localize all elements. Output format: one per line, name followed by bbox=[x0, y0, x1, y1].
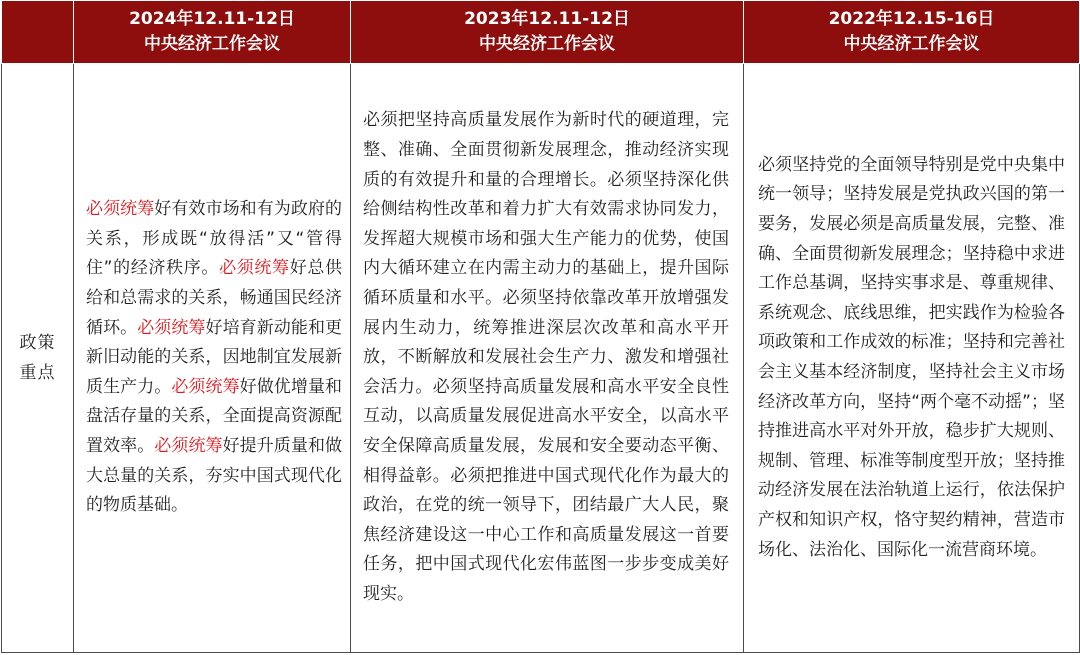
cell-2024-text bbox=[86, 195, 342, 521]
header-2022 bbox=[744, 1, 1080, 64]
highlight-phrase: 必须统筹 bbox=[171, 376, 240, 397]
body-text-segment: 好提升质量和做大总量的关系，夯实中国式现代化的物质基础。 bbox=[86, 435, 343, 516]
body-text-segment: 好培育新动能和更新旧动能的关系，因地制宜发展新质生产力。 bbox=[86, 317, 343, 397]
header-2024-title: 中央经济工作会议 bbox=[144, 34, 280, 54]
cell-2022-policy bbox=[744, 64, 1080, 653]
row-label-line1: 政策 bbox=[19, 333, 56, 353]
cell-2023-text: 必须把坚持高质量发展作为新时代的硬道理，完整、准确、全面贯彻新发展理念，推动经济实现质的有效提升和量的合理增长。必须坚持深化供给侧结构性改革和着力扩大有效需求协同发力，发挥超大规模市场和强大生产能力的优势，使国内大循环建立在内需主动力的基础上，提升国际循环质量和水平。必须坚持依靠改革开放增强发展内生动力，统筹推进深层次改革和高水平开放，不断解放和发展社会生产力、激发和增强社会活力。必须坚持高质量发展和高水平安全良性互动，以高质量发展促进高水平安全，以高水平安全保障高质量发展，发展和安全要动态平衡、相得益彰。必须把推进中国式现代化作为最大的政治，在党的统一领导下，团结最广大人民，聚焦经济建设这一中心工作和高质量发展这一首要任务，把中国式现代化宏伟蓝图一步步变成美好现实。 bbox=[363, 110, 729, 604]
highlight-phrase: 必须统筹 bbox=[137, 317, 206, 338]
row-label-policy-focus bbox=[2, 64, 74, 653]
row-label-line2: 重点 bbox=[19, 363, 56, 383]
header-row bbox=[2, 1, 1080, 64]
header-blank-cell bbox=[2, 1, 74, 64]
highlight-phrase: 必须统筹 bbox=[154, 435, 223, 456]
highlight-phrase: 必须统筹 bbox=[219, 258, 290, 279]
header-2022-title: 中央经济工作会议 bbox=[843, 34, 980, 54]
header-2023-title: 中央经济工作会议 bbox=[479, 34, 615, 54]
header-2023 bbox=[351, 1, 744, 64]
body-text-segment: 好总供给和总需求的关系，畅通国民经济循环。 bbox=[86, 258, 342, 338]
cell-2022-text: 必须坚持党的全面领导特别是党中央集中统一领导；坚持发展是党执政兴国的第一要务，发展必须是高质量发展，完整、准确、全面贯彻新发展理念；坚持稳中求进工作总基调，坚持实事求是、尊重规律、系统观念、底线思维，把实践作为检验各项政策和工作成效的标准；坚持和完善社会主义基本经济制度，坚持社会主义市场经济改革方向，坚持“两个毫不动摇”；坚持推进高水平对外开放，稳步扩大规则、规制、管理、标准等制度型开放；坚持推动经济发展在法治轨道上运行，依法保护产权和知识产权，恪守契约精神，营造市场化、法治化、国际化一流营商环境。 bbox=[758, 154, 1065, 560]
body-text-segment: 好有效市场和有为政府的关系，形成既“放得活”又“管得住”的经济秩序。 bbox=[86, 199, 343, 279]
highlight-phrase: 必须统筹 bbox=[86, 199, 155, 220]
policy-focus-row bbox=[2, 64, 1080, 653]
header-2023-date: 2023年12.11-12日 bbox=[464, 9, 630, 29]
cell-2023-policy bbox=[351, 64, 744, 653]
cell-2024-policy bbox=[74, 64, 351, 653]
header-2024 bbox=[74, 1, 351, 64]
header-2022-date: 2022年12.15-16日 bbox=[828, 9, 995, 29]
comparison-table bbox=[1, 0, 1080, 653]
body-text-segment: 好做优增量和盘活存量的关系，全面提高资源配置效率。 bbox=[86, 376, 343, 456]
header-2024-date: 2024年12.11-12日 bbox=[129, 9, 295, 29]
